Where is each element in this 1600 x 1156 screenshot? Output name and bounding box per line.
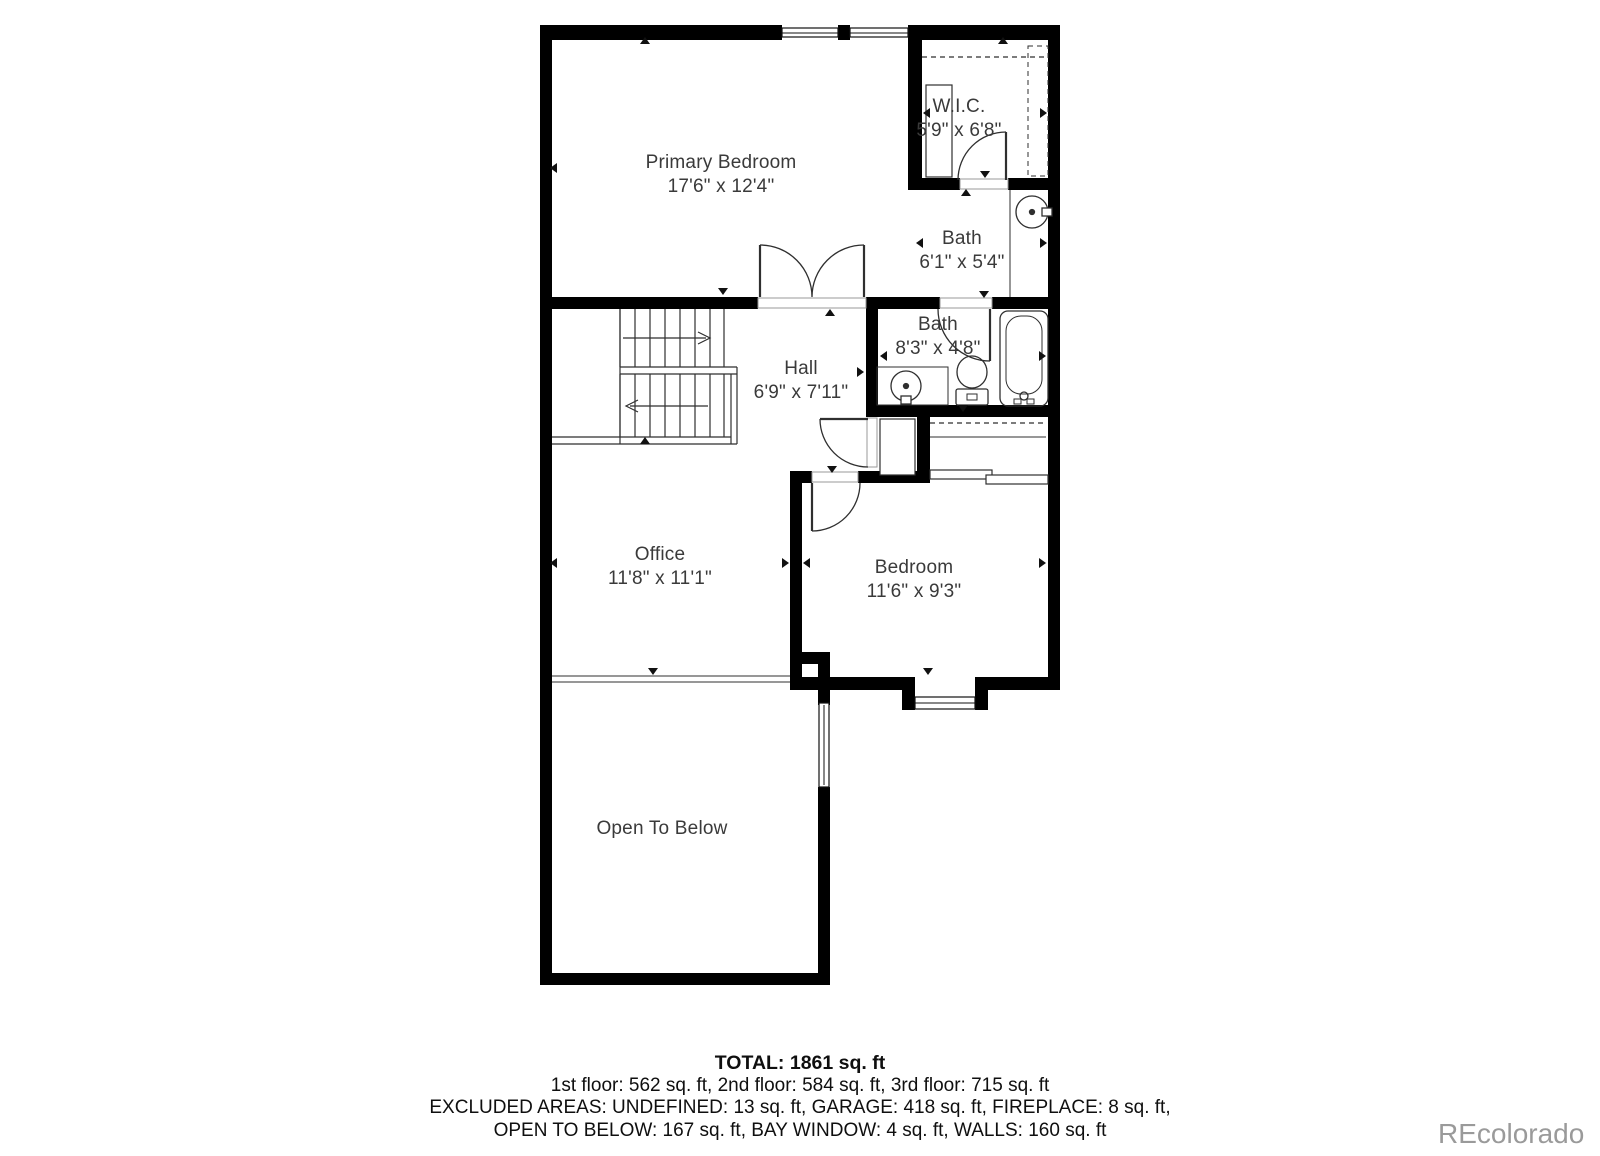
dimension-marker-icon [979, 291, 989, 298]
dimension-marker-icon [718, 288, 728, 295]
dimension-marker-icon [961, 189, 971, 196]
room-label-bath-middle-name: Bath [918, 314, 958, 335]
room-label-primary-bedroom-name: Primary Bedroom [645, 152, 797, 173]
closet-shelving-dashed [1028, 46, 1048, 176]
room-label-bedroom-dims: 11'6" x 9'3" [866, 581, 962, 602]
room-label-primary-bedroom-dims: 17'6" x 12'4" [667, 176, 775, 197]
dimension-marker-icon [857, 367, 864, 377]
dimension-marker-icon [803, 558, 810, 568]
room-label-bath-middle-dims: 8'3" x 4'8" [895, 338, 981, 359]
room-label-office-dims: 11'8" x 11'1" [608, 568, 712, 589]
dimension-marker-icon [980, 171, 990, 178]
stair-direction-arrows [623, 332, 710, 412]
excluded-areas-text-2: OPEN TO BELOW: 167 sq. ft, BAY WINDOW: 4 sq. ft, WALLS: 160 sq. ft [493, 1119, 1107, 1141]
room-label-bath-upper-dims: 6'1" x 5'4" [919, 252, 1005, 273]
walls-layer [540, 25, 1060, 985]
bedroom-door [812, 483, 860, 531]
dimension-marker-icon [1040, 108, 1047, 118]
dimension-marker-icon [640, 437, 650, 444]
room-label-hall-dims: 6'9" x 7'11" [753, 382, 849, 403]
area-summary [10, 1052, 1590, 1142]
room-label-bedroom-name: Bedroom [874, 557, 954, 578]
total-area-text: TOTAL: 1861 sq. ft [714, 1052, 886, 1074]
room-label-wic-name: W.I.C. [932, 96, 986, 117]
room-labels [596, 96, 1004, 839]
dimension-marker-icon [880, 351, 887, 361]
closet-bypass-door [986, 475, 1048, 484]
stair-frame [552, 309, 737, 444]
open-to-below-edge [552, 676, 790, 682]
utility-closet-door [880, 419, 915, 475]
dimension-marker-icon [825, 309, 835, 316]
dimension-marker-icon [648, 668, 658, 675]
dimension-marker-icon [916, 238, 923, 248]
excluded-areas-text: EXCLUDED AREAS: UNDEFINED: 13 sq. ft, GARAGE: 418 sq. ft, FIREPLACE: 8 sq. ft, [429, 1097, 1171, 1118]
recolorado-watermark: REcolorado [1438, 1118, 1585, 1149]
room-label-office-name: Office [634, 544, 686, 565]
dimension-marker-icon [782, 558, 789, 568]
room-label-bath-upper-name: Bath [942, 228, 982, 249]
dimension-marker-icon [1039, 558, 1046, 568]
sink-icon [877, 367, 948, 405]
staircase [552, 309, 737, 444]
hall-closet-door [820, 419, 868, 467]
closet-bypass-door [930, 470, 992, 479]
room-label-hall-name: Hall [784, 358, 818, 379]
floor-areas-text: 1st floor: 562 sq. ft, 2nd floor: 584 sq. ft, 3rd floor: 715 sq. ft [550, 1074, 1050, 1096]
room-label-open-to-below: Open To Below [596, 818, 728, 839]
double-door [760, 245, 864, 297]
room-label-wic-dims: 5'9" x 6'8" [916, 120, 1002, 141]
dimension-marker-icon [1040, 238, 1047, 248]
dimension-marker-icon [923, 668, 933, 675]
toilet-icon [956, 356, 988, 405]
